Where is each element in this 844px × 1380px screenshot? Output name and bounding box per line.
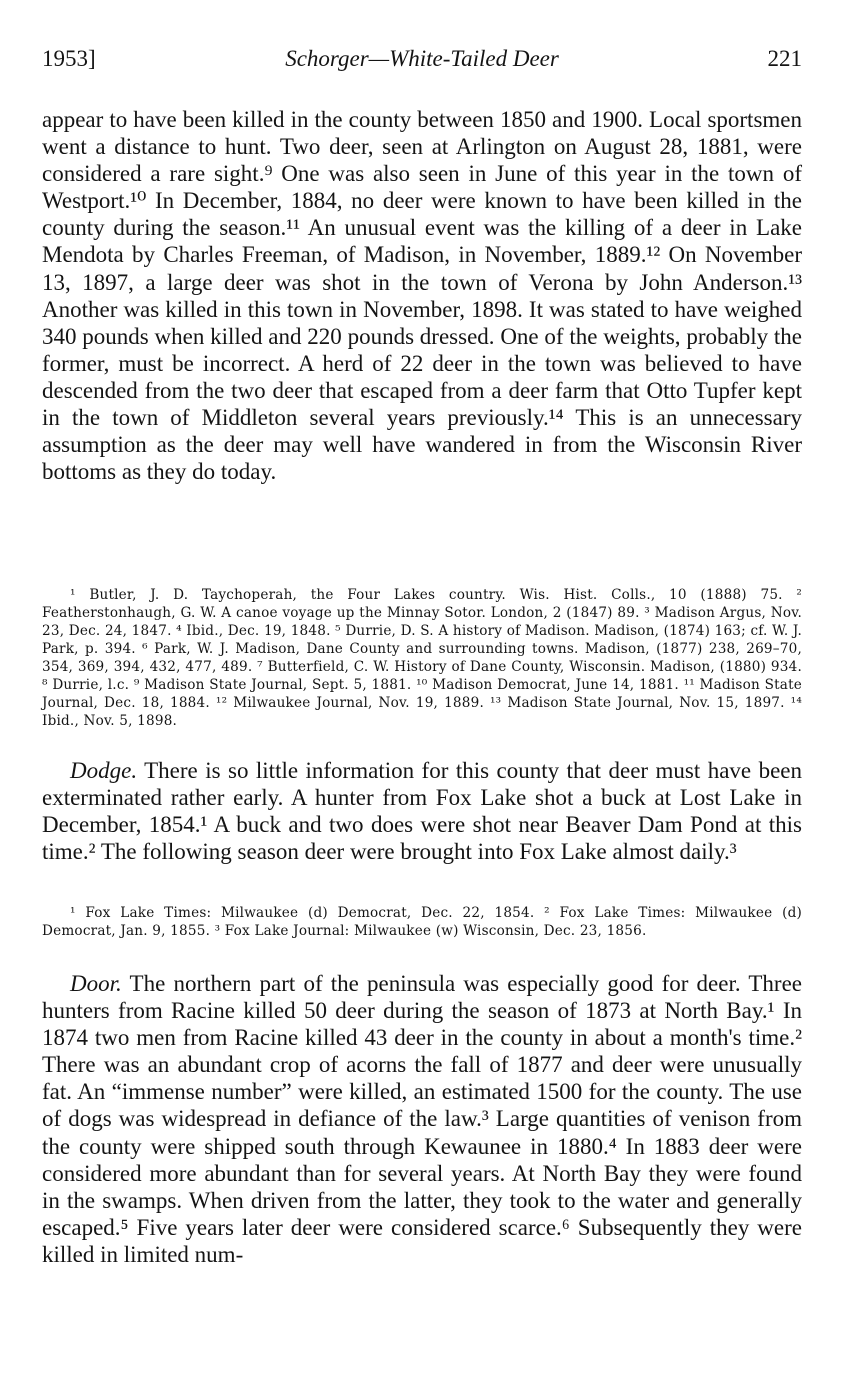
header-title: Schorger—White-Tailed Deer bbox=[285, 46, 559, 71]
paragraph-door bbox=[42, 970, 802, 1268]
footnotes-dodge: ¹ Fox Lake Times: Milwaukee (d) Democrat, Dec. 22, 1854. ² Fox Lake Times: Milwaukee (d) Democrat, Jan. 9, 1855. ³ Fox Lake Journal: Milwaukee (w) Wisconsin, Dec. 23, 1856. bbox=[42, 905, 802, 939]
county-heading-door: Door. bbox=[70, 971, 122, 996]
running-head bbox=[42, 46, 802, 80]
paragraph-dodge bbox=[42, 757, 802, 865]
paragraph-dane-continued: appear to have been killed in the county between 1850 and 1900. Local sportsmen went a distance to hunt. Two deer, seen at Arlington on August 28, 1881, were considered a rare sight.⁹ One was also seen in June of this year in the town of Westport.¹⁰ In December, 1884, no deer were known to have been killed in the county during the season.¹¹ An unusual event was the killing of a deer in Lake Mendota by Charles Freeman, of Madison, in November, 1889.¹² On November 13, 1897, a large deer was shot in the town of Verona by John Anderson.¹³ Another was killed in this town in November, 1898. It was stated to have weighed 340 pounds when killed and 220 pounds dressed. One of the weights, probably the former, must be incorrect. A herd of 22 deer in the town was believed to have descended from the two deer that escaped from a deer farm that Otto Tupfer kept in the town of Middleton several years previously.¹⁴ This is an unnecessary assumption as the deer may well have wandered in from the Wisconsin River bottoms as they do today. bbox=[42, 107, 802, 485]
paragraph-dodge-text: There is so little information for this county that deer must have been exterminated rather early. A hunter from Fox Lake shot a buck at Lost Lake in December, 1854.¹ A buck and two does were shot near Beaver Dam Pond at this time.² The following season deer were brought into Fox Lake almost daily.³ bbox=[42, 758, 802, 865]
paragraph-door-text: The northern part of the peninsula was especially good for deer. Three hunters from Racine killed 50 deer during the season of 1873 at North Bay.¹ In 1874 two men from Racine killed 43 deer in the county in about a month's time.² There was an abundant crop of acorns the fall of 1877 and deer were unusually fat. An “immense number” were killed, an estimated 1500 for the county. The use of dogs was widespread in defiance of the law.³ Large quantities of venison from the county were shipped south through Kewaunee in 1880.⁴ In 1883 deer were considered more abundant than for several years. At North Bay they were found in the swamps. When driven from the latter, they took to the water and generally escaped.⁵ Five years later deer were considered scarce.⁶ Subsequently they were killed in limited num- bbox=[42, 971, 802, 1267]
footnotes-dane: ¹ Butler, J. D. Taychoperah, the Four Lakes country. Wis. Hist. Colls., 10 (1888) 75. ² Featherstonhaugh, G. W. A canoe voyage up the Minnay Sotor. London, 2 (1847) 89. ³ Madison Argus, Nov. 23, Dec. 24, 1847. ⁴ Ibid., Dec. 19, 1848. ⁵ Durrie, D. S. A history of Madison. Madison, (1874) 163; cf. W. J. Park, p. 394. ⁶ Park, W. J. Madison, Dane County and surrounding towns. Madison, (1877) 238, 269–70, 354, 369, 394, 432, 477, 489. ⁷ Butterfield, C. W. History of Dane County, Wisconsin. Madison, (1880) 934. ⁸ Durrie, l.c. ⁹ Madison State Journal, Sept. 5, 1881. ¹⁰ Madison Democrat, June 14, 1881. ¹¹ Madison State Journal, Dec. 18, 1884. ¹² Milwaukee Journal, Nov. 19, 1889. ¹³ Madison State Journal, Nov. 15, 1897. ¹⁴ Ibid., Nov. 5, 1898. bbox=[42, 587, 803, 729]
county-heading-dodge: Dodge. bbox=[70, 758, 138, 783]
header-year: 1953] bbox=[42, 46, 96, 71]
page-number: 221 bbox=[767, 46, 802, 71]
